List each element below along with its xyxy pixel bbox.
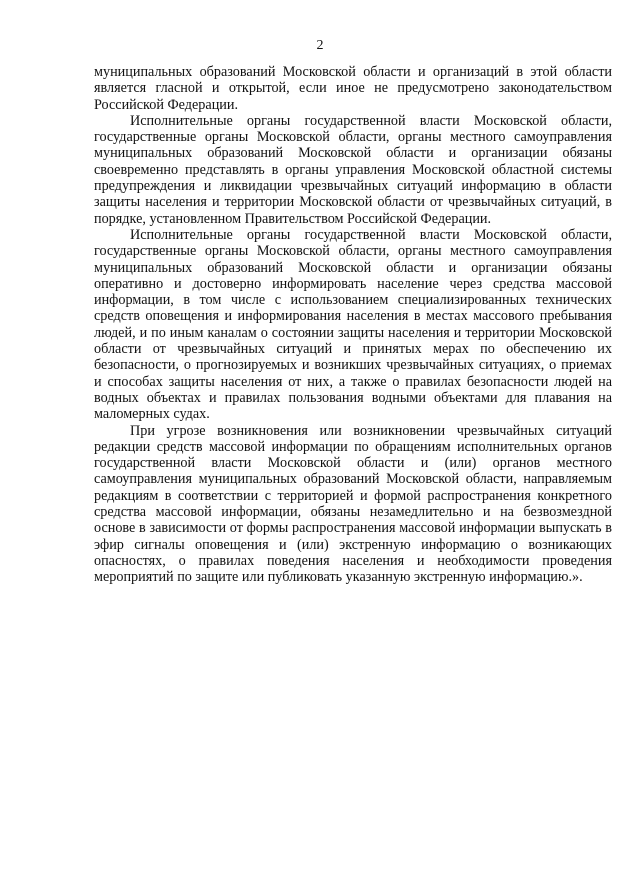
paragraph-continued: муниципальных образований Московской области и организаций в этой области является гласной и открытой, если иное не предусмотрено законодательством Российской Федерации. — [94, 64, 612, 113]
paragraph-info-submission: Исполнительные органы государственной власти Московской области, государственные органы Московской области, органы местного самоуправления муниципальных образований Московской области и организации обязаны своевременно представлять в органы управления Московской областной системы предупреждения и ликвидации чрезвычайных ситуаций информацию в области защиты населения и территории Московской области от чрезвычайных ситуаций, в порядке, установленном Правительством Российской Федерации. — [94, 112, 612, 227]
page-number: 2 — [316, 38, 324, 53]
paragraph-public-informing: Исполнительные органы государственной власти Московской области, государственные органы Московской области, органы местного самоуправления муниципальных образований Московской области и организации обязаны оперативно и достоверно информировать население через средства массовой информации, в том числе с использованием специализированных технических средств оповещения и информирования населения в местах массового пребывания людей, и по иным каналам о состоянии защиты населения и территории Московской области от чрезвычайных ситуаций и принятых мерах по обеспечению их безопасности, о прогнозируемых и возникших чрезвычайных ситуациях, о приемах и способах защиты населения от них, а также о правилах безопасности людей на водных объектах и правилах пользования водными объектами для плавания на маломерных судах. — [94, 226, 612, 423]
paragraph-media-obligations: При угрозе возникновения или возникновении чрезвычайных ситуаций редакции средств массовой информации по обращениям исполнительных органов государственной власти Московской области и (или) органов местного самоуправления муниципальных образований Московской области, направляемым редакциям в соответствии с территорией и формой распространения конкретного средства массовой информации, обязаны незамедлительно и на безвозмездной основе в зависимости от формы распространения массовой информации выпускать в эфир сигналы оповещения и (или) экстренную информацию о возникающих опасностях, о правилах поведения населения и необходимости проведения мероприятий по защите или публиковать указанную экстренную информацию.». — [94, 422, 612, 586]
document-body — [94, 64, 612, 586]
